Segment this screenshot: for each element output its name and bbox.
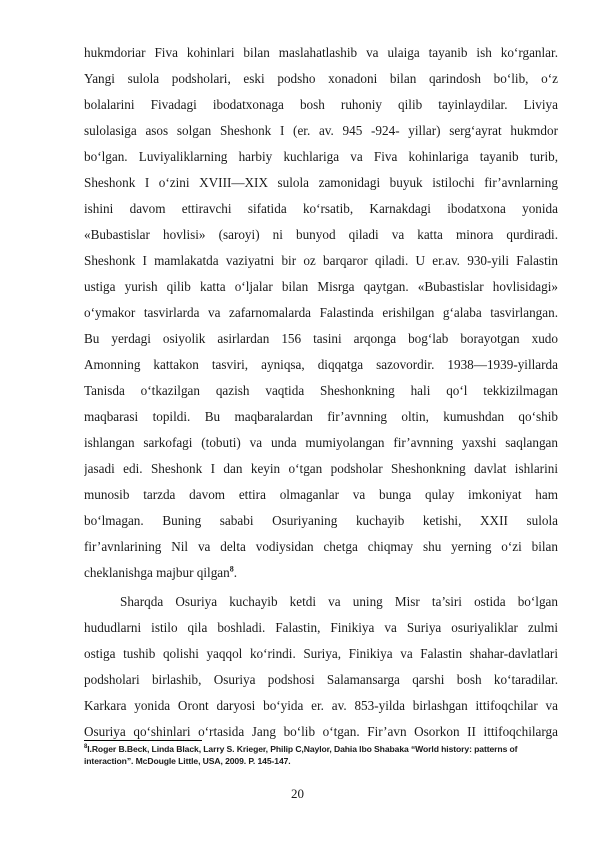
text-line-content: munosib tarzda davom ettira olmaganlar va bunga qulay imkoniyat ham	[84, 487, 558, 502]
text-line-content: podsholari birlashib, Osuriya podshosi Salamansarga qarshi bosh ko‘taradilar.	[84, 672, 558, 687]
text-line	[84, 698, 558, 714]
text-line-content: maqbarasi topildi. Bu maqbaralardan fir’avnning oltin, kumushdan qo‘shib	[84, 409, 558, 424]
text-line	[84, 227, 558, 243]
text-line	[84, 97, 558, 113]
text-line-content: bo‘lgan. Luviyaliklarning harbiy kuchlariga va Fiva kohinlariga tayanib turib,	[84, 149, 558, 164]
text-line	[120, 594, 558, 610]
footnote-separator	[84, 740, 202, 741]
text-line	[84, 123, 558, 139]
text-line	[84, 253, 558, 269]
text-line	[84, 646, 558, 662]
text-line-content: Sheshonk I mamlakatda vaziyatni bir oz barqaror qiladi. U er.av. 930-yili Falastin	[84, 253, 558, 268]
text-line	[84, 539, 558, 555]
footnote-line-2: interaction”. McDougle Little, USA, 2009. P. 145-147.	[84, 756, 291, 766]
text-line	[84, 201, 558, 217]
text-line-content: hukmdoriar Fiva kohinlari bilan maslahatlashib va ulaiga tayanib ish ko‘rganlar.	[84, 45, 558, 60]
text-line	[84, 149, 558, 165]
text-line	[84, 672, 558, 688]
text-line-content: ishlangan sarkofagi (tobuti) va unda mumiyolangan fir’avnning yaxshi saqlangan	[84, 435, 558, 450]
text-line	[84, 305, 558, 321]
text-line-content: «Bubastislar hovlisi» (saroyi) ni bunyod qiladi va katta minora qurdiradi.	[84, 227, 558, 242]
text-line	[84, 175, 558, 191]
text-line	[84, 409, 558, 425]
text-line-content: cheklanishga majbur qilgan	[84, 565, 230, 580]
text-line-content: Osuriya qo‘shinlari o‘rtasida Jang bo‘lib o‘tgan. Fir’avn Osorkon II ittifoqchilarga	[84, 724, 558, 739]
text-line-content: Sheshonk I o‘zini XVIII—XIX sulola zamonidagi buyuk istilochi fir’avnlarning	[84, 175, 558, 190]
sentence-period: .	[233, 565, 238, 580]
text-line-content: Yangi sulola podsholari, eski podsho xonadoni bilan qarindosh bo‘lib, o‘z	[84, 71, 558, 86]
text-line	[84, 331, 558, 347]
footnote-line-1	[84, 744, 558, 755]
text-line-content: Bu yerdagi osiyolik asirlardan 156 tasini arqonga bog‘lab borayotgan xudo	[84, 331, 558, 346]
text-line-content: ustiga yurish qilib katta o‘ljalar bilan Misrga qaytgan. «Bubastislar hovlisidagi»	[84, 279, 558, 294]
text-line	[84, 383, 558, 399]
text-line-content: sulolasiga asos solgan Sheshonk I (er. av. 945 -924- yillar) serg‘ayrat hukmdor	[84, 123, 558, 138]
footnote-text-1: I.Roger B.Beck, Linda Black, Larry S. Krieger, Philip C,Naylor, Dahia Ibo Shabaka “World history: patterns of	[87, 744, 518, 754]
text-line	[84, 487, 558, 503]
text-line	[84, 565, 558, 581]
text-line-content: jasadi edi. Sheshonk I dan keyin o‘tgan podsholar Sheshonkning davlat ishlarini	[84, 461, 558, 476]
text-line-content: ostiga tushib qolishi yaqqol ko‘rindi. Suriya, Finikiya va Falastin shahar-davlatlari	[84, 646, 558, 661]
page-number: 20	[291, 786, 304, 801]
text-line	[84, 513, 558, 529]
text-line-content: Tanisda o‘tkazilgan qazish vaqtida Sheshonkning hali qo‘l tekkizilmagan	[84, 383, 558, 398]
text-line-content: ishini davom ettiravchi sifatida ko‘rsatib, Karnakdagi ibodatxona yonida	[84, 201, 558, 216]
text-line-content: fir’avnlarining Nil va delta vodiysidan chetga chiqmay shu yerning o‘zi bilan	[84, 539, 558, 554]
text-line-content: hududlarni istilo qila boshladi. Falastin, Finikiya va Suriya osuriyaliklar zulmi	[84, 620, 558, 635]
text-line	[84, 435, 558, 451]
text-line	[84, 724, 558, 740]
text-line	[84, 45, 558, 61]
footnote-number: 8	[84, 744, 88, 751]
text-line-content: Karkara yonida Oront daryosi bo‘yida er. av. 853-yilda birlashgan ittifoqchilar va	[84, 698, 558, 713]
text-line	[84, 279, 558, 295]
footnote-reference: 8	[229, 565, 234, 574]
text-line-content: o‘ymakor tasvirlarda va zafarnomalarda Falastinda erishilgan g‘alaba tasvirlangan.	[84, 305, 558, 320]
text-line-content: Amonning kattakon tasviri, ayniqsa, diqqatga sazovordir. 1938—1939-yillarda	[84, 357, 558, 372]
text-line-content: Sharqda Osuriya kuchayib ketdi va uning Misr ta’siri ostida bo‘lgan	[120, 594, 558, 609]
text-line-content: bo‘lmagan. Buning sababi Osuriyaning kuchayib ketishi, XXII sulola	[84, 513, 558, 528]
text-line	[84, 71, 558, 87]
text-line	[84, 461, 558, 477]
text-line-content: bolalarini Fivadagi ibodatxonaga bosh ruhoniy qilib tayinlaydilar. Liviya	[84, 97, 558, 112]
text-line	[84, 357, 558, 373]
text-line	[84, 620, 558, 636]
